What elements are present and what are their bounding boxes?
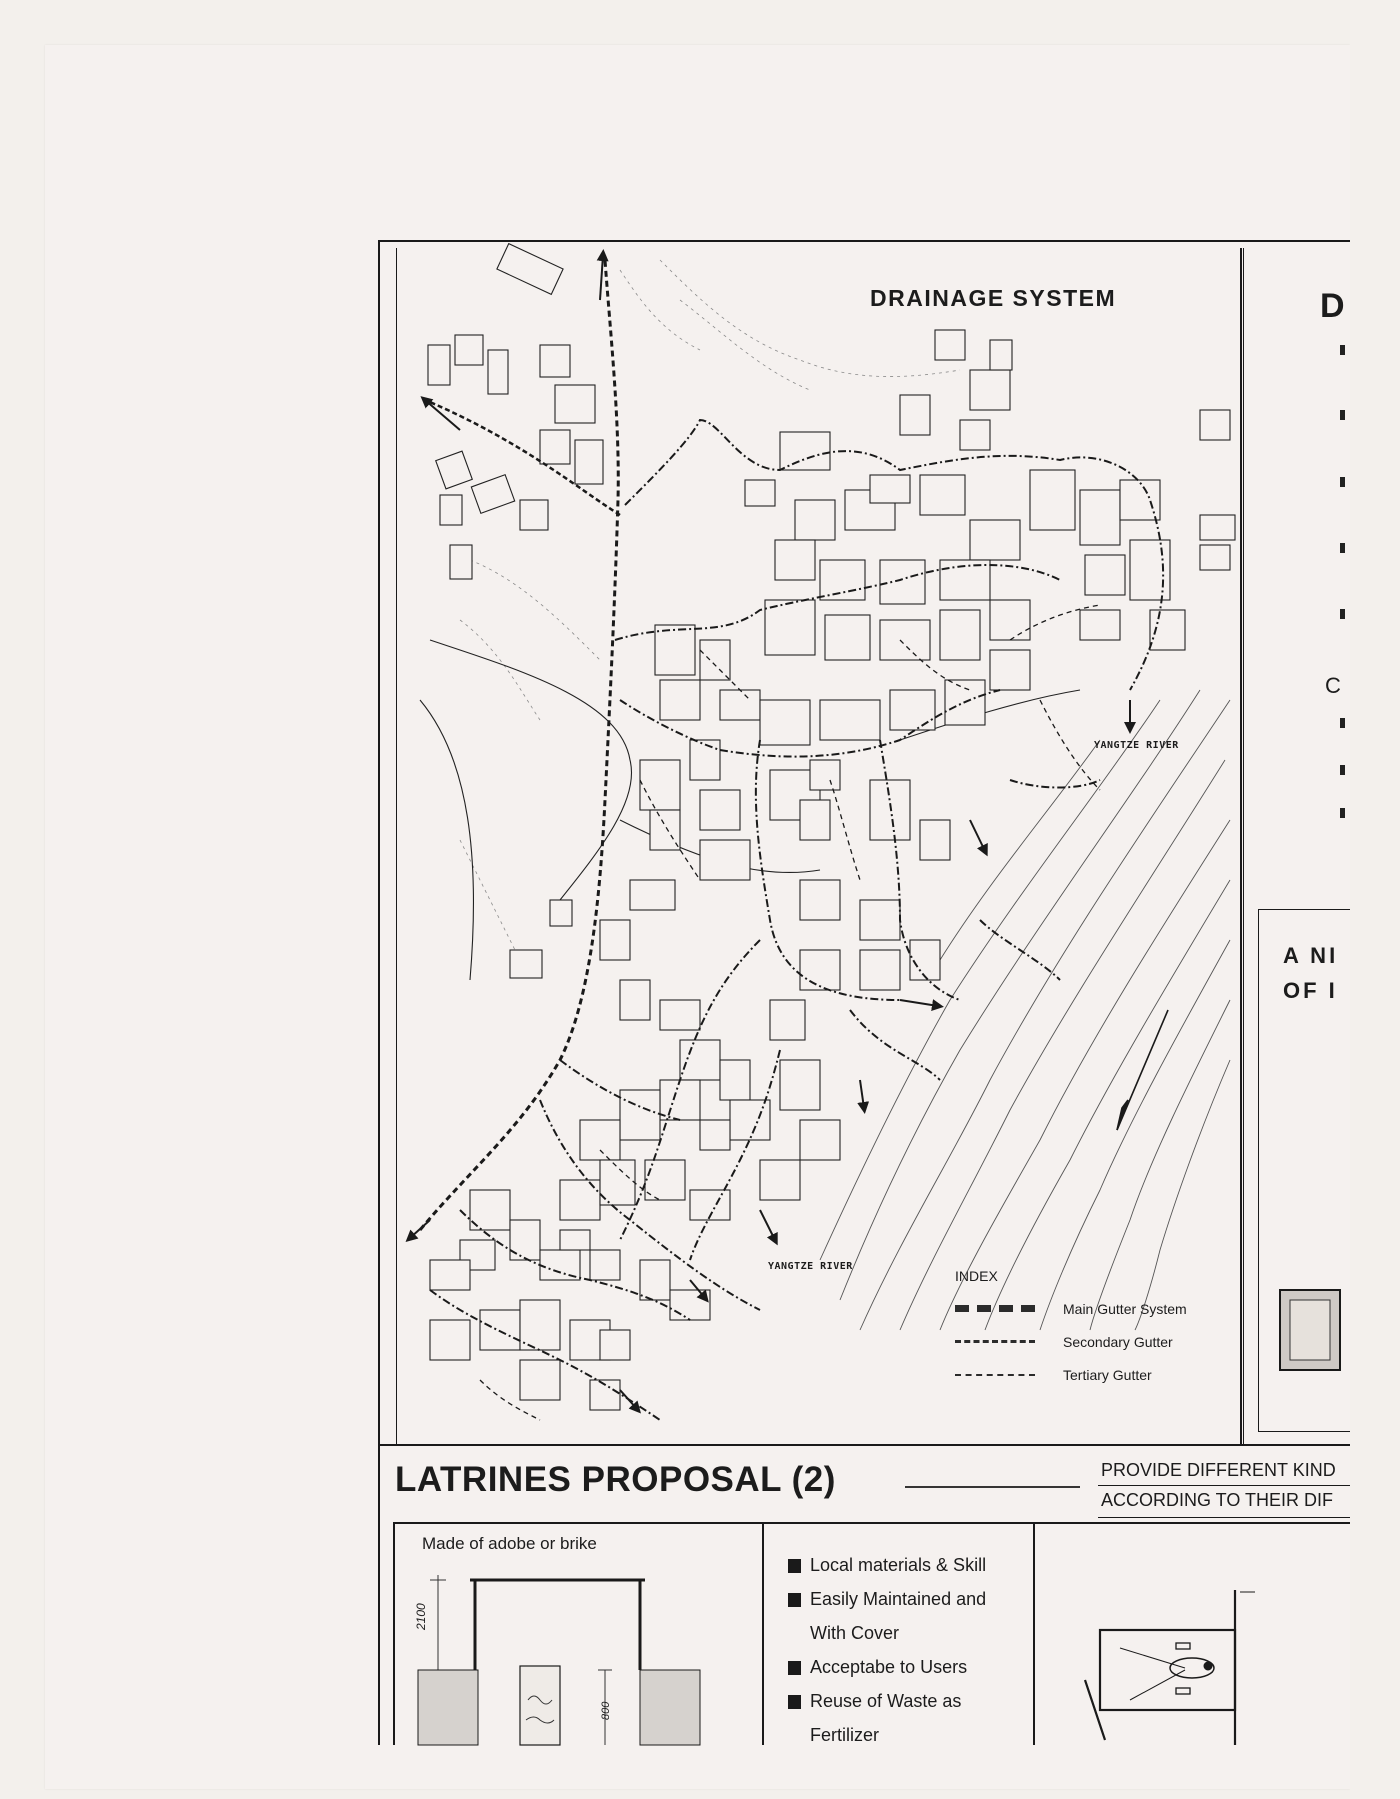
legend-item-main: [955, 1292, 1187, 1325]
right-column-bullet: [1340, 345, 1345, 355]
latrine-section-drawing: [418, 1575, 700, 1745]
right-column-subheading: C: [1325, 673, 1341, 698]
legend-title: INDEX: [955, 1268, 998, 1284]
feature-item: Easily Maintained and: [788, 1582, 986, 1616]
feature-item: With Cover: [810, 1623, 900, 1643]
latrines-proposal-title: LATRINES PROPOSAL (2): [395, 1460, 836, 1499]
right-column-bullet: [1340, 410, 1345, 420]
legend-label-tertiary: Tertiary Gutter: [1063, 1366, 1152, 1383]
legend-item-tertiary: [955, 1358, 1187, 1391]
right-column-bullet: [1340, 609, 1345, 619]
provide-underline-2: [1098, 1517, 1350, 1518]
right-column-bullet: [1340, 543, 1345, 553]
feature-item: Local materials & Skill: [788, 1548, 986, 1582]
map-legend: [955, 1268, 1187, 1391]
feature-item: Acceptabe to Users: [788, 1650, 986, 1684]
provide-line-2: ACCORDING TO THEIR DIF: [1101, 1490, 1334, 1510]
latrine-features-list: [788, 1548, 986, 1752]
tertiary-gutter-swatch: [955, 1374, 1035, 1376]
right-column-bullet: [1340, 477, 1345, 487]
right-column-heading: D: [1320, 287, 1345, 325]
river-label-east: YANGTZE RIVER: [1094, 740, 1179, 751]
page-margin-right: [1350, 0, 1400, 1799]
map-title: DRAINAGE SYSTEM: [870, 285, 1117, 311]
main-gutter-swatch: [955, 1305, 1035, 1312]
legend-label-secondary: Secondary Gutter: [1063, 1333, 1173, 1350]
provide-underline: [1098, 1485, 1350, 1486]
legend-label-main: Main Gutter System: [1063, 1300, 1187, 1317]
secondary-gutter-swatch: [955, 1340, 1035, 1343]
latrine-plan-drawing: [1085, 1590, 1255, 1745]
legend-item-secondary: [955, 1325, 1187, 1358]
side-box-sketch: [1280, 1290, 1340, 1370]
feature-item: Reuse of Waste as: [788, 1684, 986, 1718]
right-column-bullet: [1340, 765, 1345, 775]
material-note: Made of adobe or brike: [422, 1534, 597, 1553]
river-label-south: YANGTZE RIVER: [768, 1261, 853, 1272]
side-box-line-1: A NI: [1283, 943, 1339, 968]
right-column-bullet: [1340, 808, 1345, 818]
right-column-bullet: [1340, 718, 1345, 728]
feature-item: Fertilizer: [810, 1725, 880, 1745]
provide-line-1: PROVIDE DIFFERENT KIND: [1101, 1460, 1336, 1480]
side-box-line-2: OF I: [1283, 978, 1338, 1003]
dimension-pit-label: 800: [600, 1701, 612, 1720]
dimension-height-label: 2100: [414, 1603, 428, 1630]
